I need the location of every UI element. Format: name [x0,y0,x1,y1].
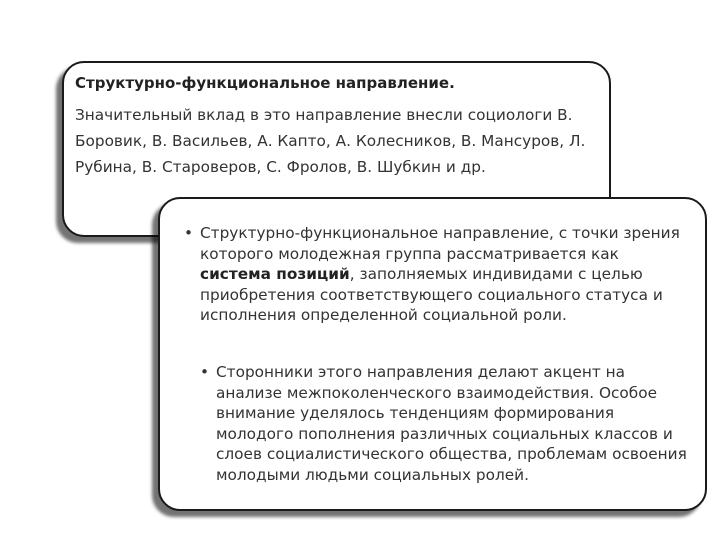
bullet-1-bold-term: система позиций [200,265,350,283]
bottom-card [158,197,707,511]
card-title: Структурно-функциональное направление. [75,74,455,92]
bullet-2-text: Сторонники этого направления делают акцент на анализе межпоколенческого взаимодействия. Особое внимание уделялось тенденциям формирования молодого пополнения различных социальных классов и слоев социалистического общества, проблемам освоения молодыми людьми социальных ролей. [216,363,687,484]
bullet-icon: • [184,224,194,242]
bullet-item-1 [184,223,690,326]
bullet-icon: • [200,363,210,381]
bullet-1-text-end: , заполняемых индивидами с целью приобретения соответствующего социального статуса и исполнения определенной социальной роли. [200,265,663,324]
bullet-1-text-start: Структурно-функциональное направление, с точки зрения которого молодежная группа рассматривается как [200,224,680,263]
bullet-item-2 [200,362,692,485]
card-paragraph: Значительный вклад в это направление внесли социологи В. Боровик, В. Васильев, А. Капто, А. Колесников, В. Мансуров, Л. Рубина, В. Староверов, С. Фролов, В. Шубкин и др. [75,106,586,176]
